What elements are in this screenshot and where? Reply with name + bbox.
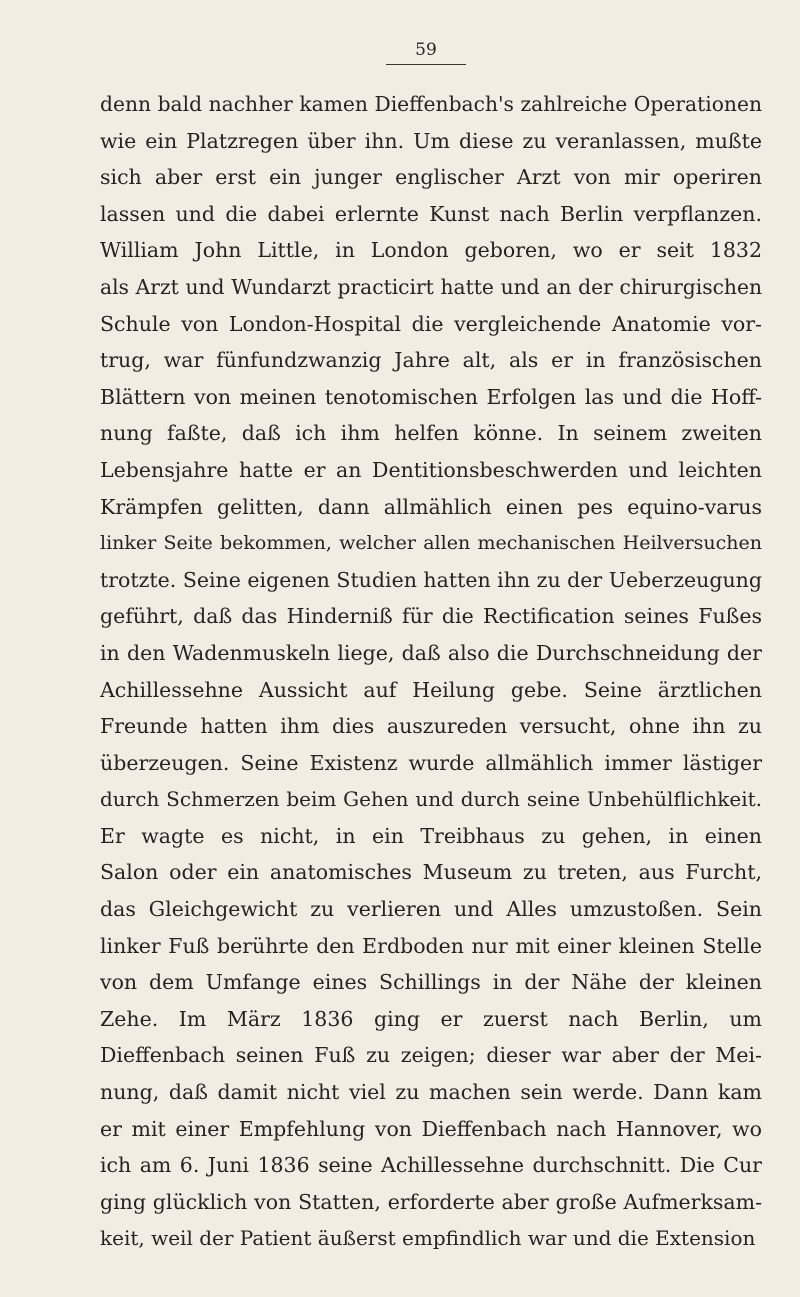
text-line: sich aber erst ein junger englischer Arzt von mir operiren (100, 165, 762, 190)
text-line: denn bald nachher kamen Dieffenbach's zahlreiche Operationen (100, 92, 762, 116)
text-line: nung, daß damit nicht viel zu machen sein werde. Dann kam (100, 1080, 762, 1105)
page-number: 59 (415, 40, 437, 60)
text-line: in den Wadenmuskeln liege, daß also die Durchschneidung der (100, 640, 762, 665)
text-line: Achillessehne Aussicht auf Heilung gebe. Seine ärztlichen (100, 677, 762, 702)
text-line: Salon oder ein anatomisches Museum zu treten, aus Furcht, (100, 860, 762, 885)
text-line: geführt, daß das Hinderniß für die Rectification seines Fußes (100, 604, 762, 629)
text-line: Dieffenbach seinen Fuß zu zeigen; dieser war aber der Mei- (100, 1043, 762, 1068)
text-line: trug, war fünfundzwanzig Jahre alt, als er in französischen (100, 348, 762, 373)
text-line: als Arzt und Wundarzt practicirt hatte und an der chirurgischen (100, 274, 762, 299)
text-line: trotzte. Seine eigenen Studien hatten ihn zu der Ueberzeugung (100, 567, 762, 592)
text-line: ging glücklich von Statten, erforderte aber große Aufmerksam- (100, 1189, 762, 1214)
text-line: Schule von London-Hospital die vergleichende Anatomie vor- (100, 311, 762, 336)
text-line: er mit einer Empfehlung von Dieffenbach nach Hannover, wo (100, 1116, 762, 1141)
text-line: keit, weil der Patient äußerst empfindlich war und die Extension (100, 1226, 756, 1251)
text-line: Krämpfen gelitten, dann allmählich einen pes equino-varus (100, 494, 762, 519)
text-line: Lebensjahre hatte er an Dentitionsbeschwerden und leichten (100, 457, 762, 482)
text-line: nung faßte, daß ich ihm helfen könne. In seinem zweiten (100, 421, 762, 446)
text-line: linker Seite bekommen, welcher allen mechanischen Heilversuchen (100, 532, 762, 555)
text-line: linker Fuß berührte den Erdboden nur mit einer kleinen Stelle (100, 933, 762, 958)
text-line: wie ein Platzregen über ihn. Um diese zu veranlassen, mußte (100, 128, 762, 153)
body-text (100, 86, 762, 1257)
text-line: ich am 6. Juni 1836 seine Achillessehne durchschnitt. Die Cur (100, 1153, 762, 1178)
text-line: Blättern von meinen tenotomischen Erfolgen las und die Hoff- (100, 384, 762, 409)
text-line: das Gleichgewicht zu verlieren und Alles umzustoßen. Sein (100, 897, 762, 922)
text-line: von dem Umfange eines Schillings in der Nähe der kleinen (100, 970, 762, 995)
text-line: Er wagte es nicht, in ein Treibhaus zu gehen, in einen (100, 823, 762, 848)
text-line: Freunde hatten ihm dies auszureden versucht, ohne ihn zu (100, 714, 762, 739)
text-line: durch Schmerzen beim Gehen und durch seine Unbehülflichkeit. (100, 787, 762, 812)
text-line: lassen und die dabei erlernte Kunst nach Berlin verpflanzen. (100, 201, 762, 226)
text-line: überzeugen. Seine Existenz wurde allmählich immer lästiger (100, 750, 762, 775)
text-line: Zehe. Im März 1836 ging er zuerst nach Berlin, um (100, 1006, 762, 1031)
header-rule (386, 64, 466, 65)
text-line: William John Little, in London geboren, wo er seit 1832 (100, 238, 762, 263)
